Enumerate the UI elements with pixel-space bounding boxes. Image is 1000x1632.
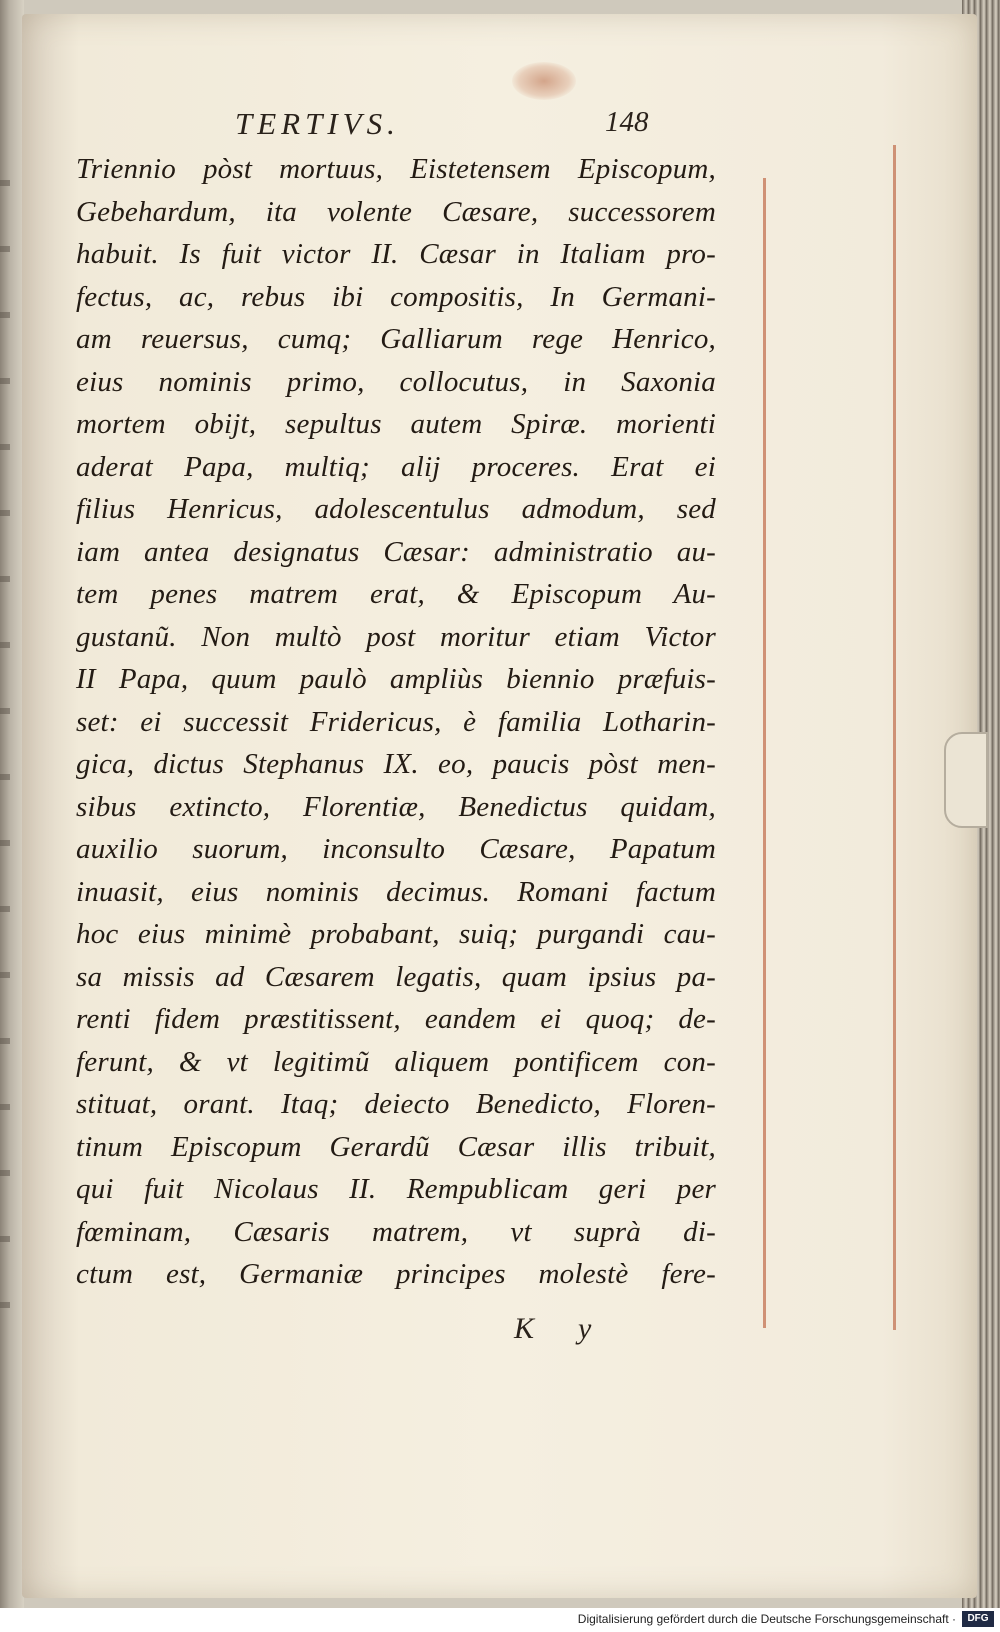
text-line: iam antea designatus Cæsar: administratio au- [76, 535, 716, 568]
text-line: ctum est, Germaniæ principes molestè fere- [76, 1258, 716, 1290]
ink-stain [512, 62, 576, 100]
text-line: inuasit, eius nominis decimus. Romani factum [76, 875, 716, 908]
text-line: fectus, ac, rebus ibi compositis, In Germani- [76, 280, 716, 313]
text-line: II Papa, quum paulò ampliùs biennio præfuis- [76, 663, 716, 695]
text-line: sibus extincto, Florentiæ, Benedictus quidam, [76, 790, 716, 823]
text-line: tinum Episcopum Gerardũ Cæsar illis tribuit, [76, 1130, 716, 1163]
dfg-logo: DFG [962, 1611, 994, 1627]
text-line: ferunt, & vt legitimũ aliquem pontificem con- [76, 1045, 716, 1078]
text-line: hoc eius minimè probabant, suiq; purgandi cau- [76, 918, 716, 950]
text-line: renti fidem præstitissent, eandem ei quoq; de- [76, 1003, 716, 1035]
page-number: 148 [605, 106, 649, 138]
text-line: qui fuit Nicolaus II. Rempublicam geri per [76, 1173, 716, 1205]
text-line: habuit. Is fuit victor II. Cæsar in Italiam pro- [76, 238, 716, 270]
footer-credit: Digitalisierung gefördert durch die Deutsche Forschungsgemeinschaft · [577, 1612, 956, 1626]
page-tab-marker [944, 732, 988, 828]
text-line: am reuersus, cumq; Galliarum rege Henrico, [76, 323, 716, 355]
signature-mark-number: y [578, 1312, 592, 1345]
text-line: mortem obijt, sepultus autem Spiræ. morienti [76, 408, 716, 440]
text-line: Triennio pòst mortuus, Eistetensem Episcopum, [76, 153, 716, 185]
text-line: set: ei successit Fridericus, è familia Lotharin- [76, 705, 716, 738]
text-line: eius nominis primo, collocutus, in Saxonia [76, 365, 716, 398]
page-header [235, 106, 675, 150]
text-line: tem penes matrem erat, & Episcopum Au- [76, 578, 716, 610]
text-line: stituat, orant. Itaq; deiecto Benedicto, Floren- [76, 1088, 716, 1120]
text-line: gica, dictus Stephanus IX. eo, paucis pòst men- [76, 748, 716, 780]
text-line: filius Henricus, adolescentulus admodum, sed [76, 493, 716, 525]
text-line: fœminam, Cæsaris matrem, vt suprà di- [76, 1215, 716, 1248]
margin-rule-outer [893, 145, 896, 1330]
text-line: sa missis ad Cæsarem legatis, quam ipsius pa- [76, 960, 716, 993]
margin-rule-inner [763, 178, 766, 1328]
signature-mark-letter: K [514, 1312, 535, 1345]
gutter-marks [0, 120, 10, 1320]
text-line: auxilio suorum, inconsulto Cæsare, Papatum [76, 833, 716, 865]
text-line: Gebehardum, ita volente Cæsare, successorem [76, 195, 716, 228]
body-text [76, 148, 716, 1296]
running-title: TERTIVS. [235, 106, 400, 141]
text-line: gustanũ. Non multò post moritur etiam Victor [76, 620, 716, 653]
footer-bar [0, 1608, 1000, 1632]
text-line: aderat Papa, multiq; alij proceres. Erat ei [76, 450, 716, 483]
